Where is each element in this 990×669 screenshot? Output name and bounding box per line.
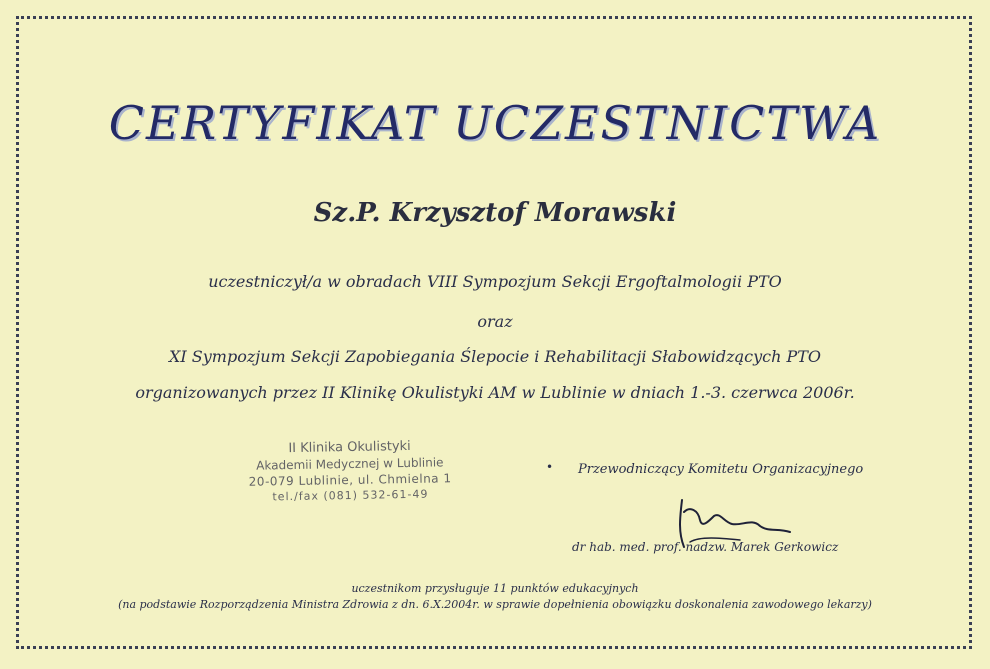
participation-line: uczestniczył/a w obradach VIII Sympozjum Sekcji Ergoftalmologii PTO [208,272,782,291]
symposium-line: XI Sympozjum Sekcji Zapobiegania Ślepocie i Rehabilitacji Słabowidzących PTO [168,347,822,366]
committee-chair-role: Przewodniczący Komitetu Organizacyjnego [578,462,864,477]
stamp-address: 20-079 Lublinie, ul. Chmielna 1 [248,471,452,489]
recipient-name: Sz.P. Krzysztof Morawski [313,198,677,228]
certificate-title: CERTYFIKAT UCZESTNICTWA [108,96,882,150]
signer-name: dr hab. med. prof. nadzw. Marek Gerkowicz [572,540,839,554]
conjunction-line: oraz [477,312,513,331]
stamp-phone: tel./fax (081) 532-61-49 [272,487,429,504]
organizer-line: organizowanych przez II Klinikę Okulistyki AM w Lublinie w dniach 1.-3. czerwca 2006r. [135,383,855,402]
legal-basis: (na podstawie Rozporządzenia Ministra Zdrowia z dn. 6.X.2004r. w sprawie dopełnienia obowiązku doskonalenia zawodowego lekarzy) [118,598,872,611]
bullet-dot: • [546,460,554,474]
stamp-clinic-name: II Klinika Okulistyki [288,438,411,457]
stamp-academy: Akademii Medycznej w Lublinie [256,455,444,473]
education-points: uczestnikom przysługuje 11 punktów edukacyjnych [351,582,639,595]
clinic-stamp [239,438,460,506]
